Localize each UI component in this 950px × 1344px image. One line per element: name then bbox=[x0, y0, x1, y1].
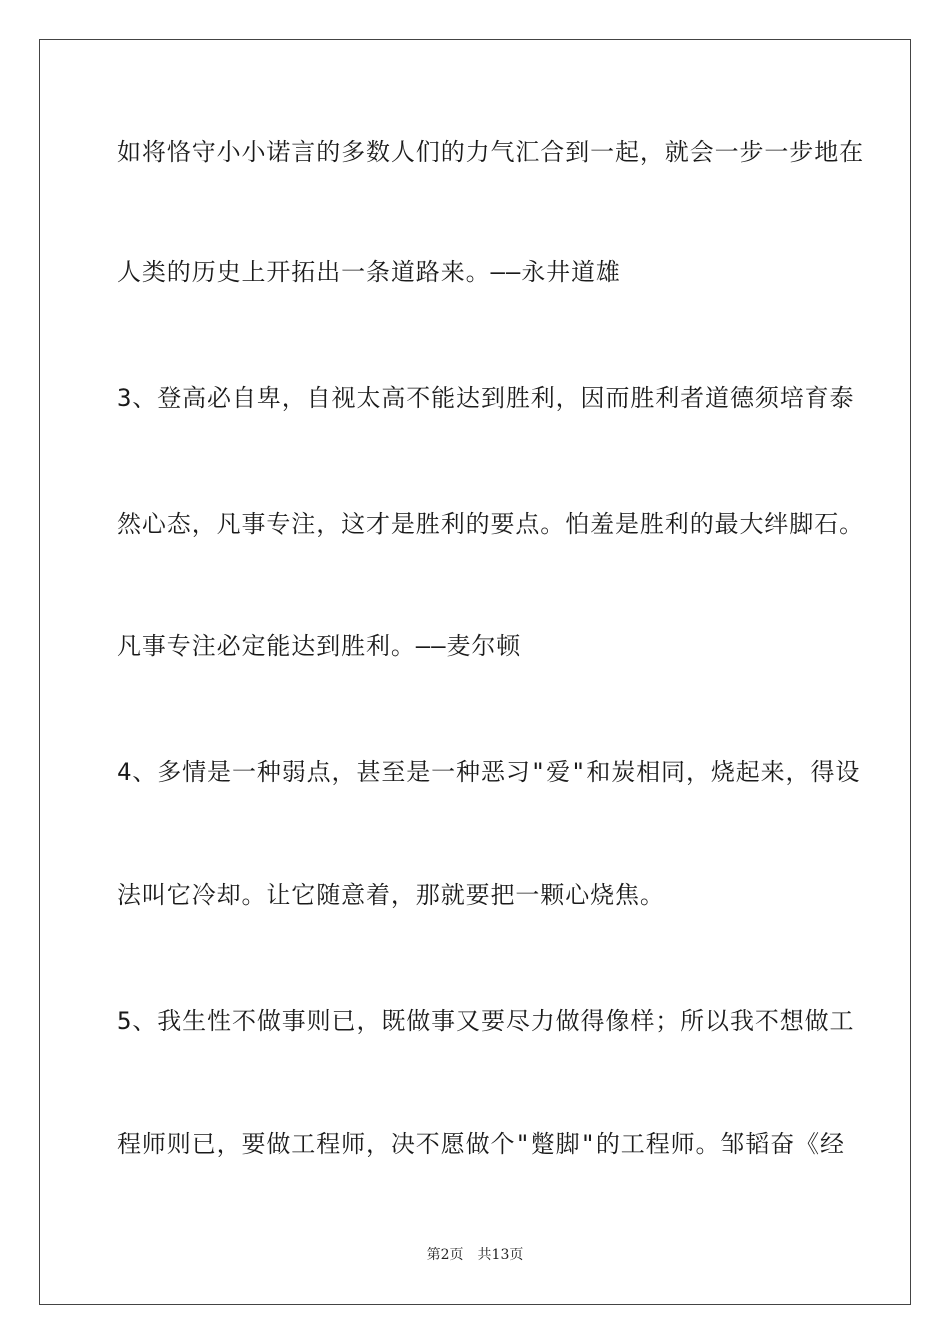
body-line-8: 5、我生性不做事则已，既做事又要尽力做得像样；所以我不想做工 bbox=[117, 1007, 855, 1035]
body-line-5: 凡事专注必定能达到胜利。——麦尔顿 bbox=[117, 632, 522, 660]
page-number: 第2页 bbox=[426, 1247, 464, 1263]
body-line-4: 然心态，凡事专注，这才是胜利的要点。怕羞是胜利的最大绊脚石。 bbox=[117, 510, 864, 538]
page-border bbox=[39, 39, 911, 1305]
body-line-2: 人类的历史上开拓出一条道路来。——永井道雄 bbox=[117, 258, 621, 286]
page-footer bbox=[0, 1246, 950, 1264]
body-line-6: 4、多情是一种弱点，甚至是一种恶习"爱"和炭相同，烧起来，得设 bbox=[117, 758, 861, 786]
body-line-3: 3、登高必自卑，自视太高不能达到胜利，因而胜利者道德须培育泰 bbox=[117, 384, 855, 412]
page-total: 共13页 bbox=[477, 1247, 524, 1263]
body-line-1: 如将恪守小小诺言的多数人们的力气汇合到一起，就会一步一步地在 bbox=[117, 138, 864, 166]
body-line-9: 程师则已，要做工程师，决不愿做个"蹩脚"的工程师。邹韬奋《经 bbox=[117, 1130, 845, 1158]
body-line-7: 法叫它冷却。让它随意着，那就要把一颗心烧焦。 bbox=[117, 881, 665, 909]
